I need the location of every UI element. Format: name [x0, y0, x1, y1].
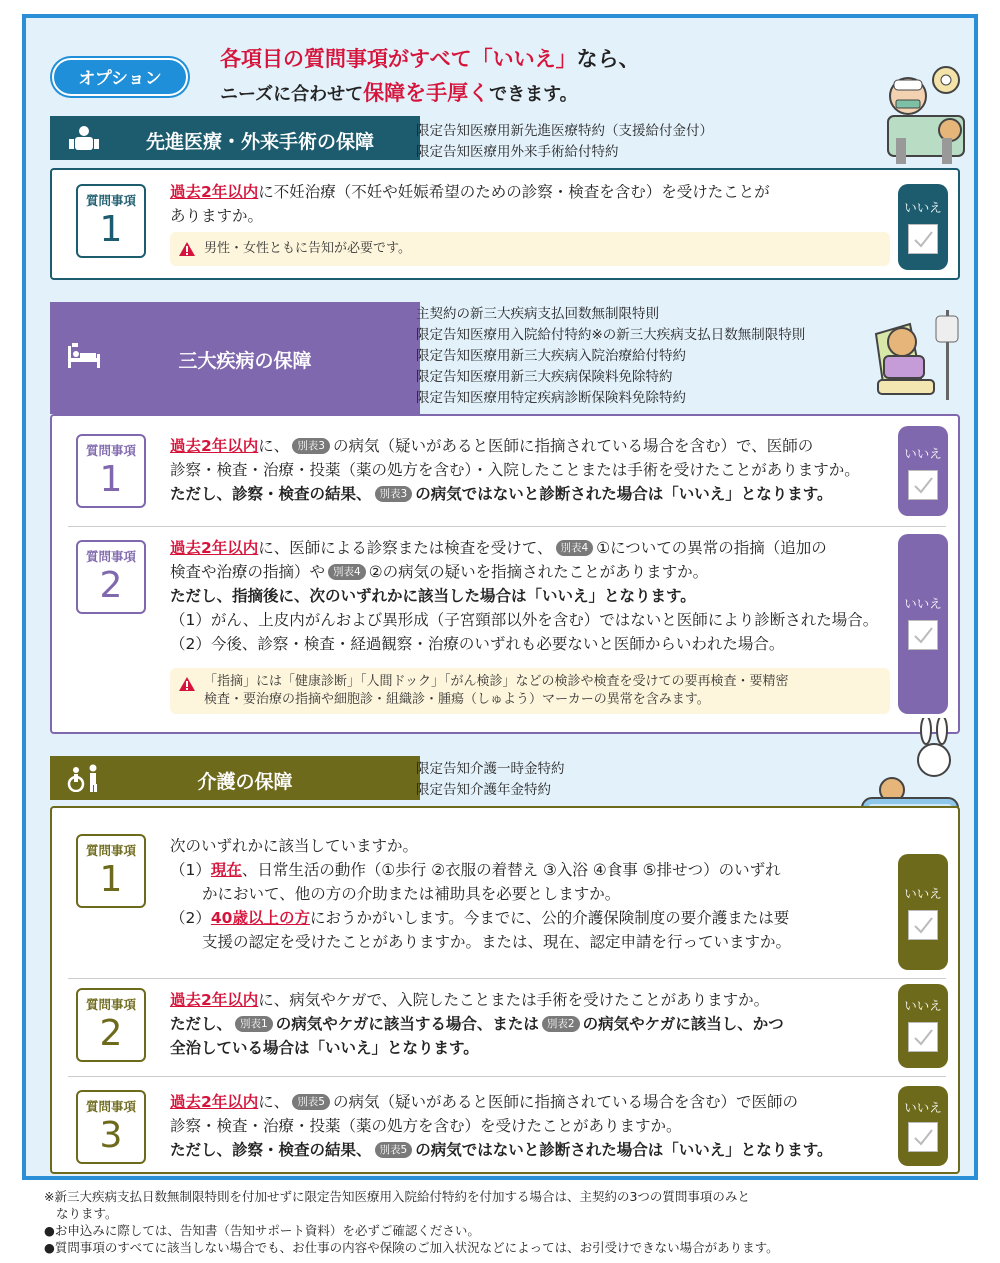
question-text: 、日常生活の動作（①歩行 ②衣服の着替え ③入浴 ④食事 ⑤排せつ）のいずれ — [241, 861, 781, 879]
question-text: に、病気やケガで、入院したことまたは手術を受けたことがありますか。 — [258, 991, 770, 1009]
note-text: 男性・女性ともに告知が必要です。 — [204, 241, 411, 256]
check-icon — [909, 471, 937, 499]
main-panel — [22, 14, 978, 1180]
section2-q1-text — [170, 434, 900, 506]
appendix-tag: 別表3 — [292, 438, 330, 454]
section2-riders — [416, 304, 805, 409]
period-emphasis: 過去2年以内 — [170, 183, 259, 201]
period-emphasis: 過去2年以内 — [170, 991, 259, 1009]
section2-rider: 主契約の新三大疾病支払回数無制限特則 — [416, 306, 659, 322]
section3-rider: 限定告知介護一時金特約 — [416, 761, 565, 777]
question-text: に、 — [258, 437, 290, 455]
section3-q2-text — [170, 988, 900, 1060]
section3-box — [50, 806, 960, 1174]
question-label: 質問事項 — [85, 997, 136, 1012]
appendix-tag: 別表3 — [375, 486, 413, 502]
checkbox[interactable] — [908, 1122, 938, 1152]
section2-rider: 限定告知医療用新三大疾病保険料免除特約 — [416, 369, 673, 385]
question-number: 1 — [99, 859, 123, 900]
section1-box — [50, 168, 960, 280]
headline-dark-2a: ニーズに合わせて — [220, 84, 364, 105]
divider — [68, 978, 946, 979]
question-text: の病気（疑いがあると医師に指摘されている場合を含む）で、医師の — [333, 437, 814, 455]
checkbox[interactable] — [908, 470, 938, 500]
question-text: 検査や治療の指摘）や — [170, 563, 326, 581]
question-text: ただし、 — [170, 1015, 233, 1033]
question-text: の病気（疑いがあると医師に指摘されている場合を含む）で医師の — [333, 1093, 799, 1111]
period-emphasis: 現在 — [210, 861, 242, 879]
surgeon-illustration — [866, 58, 966, 170]
appendix-tag: 別表2 — [542, 1016, 580, 1032]
check-icon — [909, 225, 937, 253]
section2-note — [170, 668, 890, 714]
no-label: いいえ — [904, 446, 942, 461]
section2-header — [50, 302, 420, 414]
section3-riders — [416, 759, 565, 801]
section1-note — [170, 232, 890, 266]
section2-rider: 限定告知医療用新三大疾病入院治療給付特約 — [416, 348, 686, 364]
question-text: かにおいて、他の方の介助または補助具を必要としますか。 — [202, 885, 621, 903]
section1-header — [50, 116, 420, 160]
question-text: ありますか。 — [170, 207, 264, 225]
check-icon — [909, 621, 937, 649]
check-icon — [909, 1023, 937, 1051]
question-text: ただし、診察・検査の結果、 — [170, 485, 372, 503]
question-badge — [76, 540, 146, 614]
appendix-tag: 別表4 — [328, 564, 366, 580]
question-badge — [76, 834, 146, 908]
section3-q1-text — [170, 834, 900, 954]
question-number: 2 — [99, 565, 123, 606]
appendix-tag: 別表5 — [292, 1094, 330, 1110]
question-label: 質問事項 — [85, 443, 136, 458]
no-label: いいえ — [904, 998, 942, 1013]
appendix-tag: 別表4 — [556, 540, 594, 556]
section1-riders — [416, 121, 713, 163]
section1-q1-text — [170, 180, 890, 228]
no-label: いいえ — [904, 200, 942, 215]
question-text: 支援の認定を受けたことがありますか。または、現在、認定申請を行っていますか。 — [202, 933, 792, 951]
question-text: 診察・検査・治療・投薬（薬の処方を含む）を受けたことがありますか。 — [170, 1117, 682, 1135]
section2-title: 三大疾病の保障 — [178, 350, 312, 372]
period-emphasis: 過去2年以内 — [170, 437, 259, 455]
question-text: におうかがいします。今までに、公的介護保険制度の要介護または要 — [309, 909, 790, 927]
question-text: ②の病気の疑いを指摘されたことがありますか。 — [368, 563, 709, 581]
question-badge — [76, 1090, 146, 1164]
question-text: （1） — [170, 861, 211, 879]
period-emphasis: 過去2年以内 — [170, 1093, 259, 1111]
section1-rider: 限定告知医療用新先進医療特約（支援給付金付） — [416, 123, 713, 139]
question-badge — [76, 988, 146, 1062]
question-text: ただし、診察・検査の結果、 — [170, 1141, 372, 1159]
question-badge — [76, 184, 146, 258]
question-badge — [76, 434, 146, 508]
footnote: なります。 — [56, 1206, 118, 1221]
question-number: 1 — [99, 459, 123, 500]
question-text: （2） — [170, 909, 211, 927]
section1-rider: 限定告知医療用外来手術給付特約 — [416, 144, 619, 160]
question-text: の病気ではないと診断された場合は「いいえ」となります。 — [415, 485, 833, 503]
appendix-tag: 別表5 — [375, 1142, 413, 1158]
question-text: に、医師による診察または検査を受けて、 — [258, 539, 553, 557]
question-text: の病気やケガに該当し、かつ — [582, 1015, 784, 1033]
no-checkbox[interactable] — [898, 1086, 948, 1166]
question-text: ただし、指摘後に、次のいずれかに該当した場合は「いいえ」となります。 — [170, 587, 696, 605]
headline-dark-1: なら、 — [576, 47, 640, 71]
note-text: 「指摘」には「健康診断」「人間ドック」「がん検診」などの検診や検査を受けての要再検査・要精密 — [204, 674, 789, 689]
headline-red-2: 保障を手厚く — [363, 81, 490, 105]
section2-rider: 限定告知医療用入院給付特約※の新三大疾病支払日数無制限特則 — [416, 327, 806, 343]
patient-illustration — [870, 304, 966, 404]
checkbox[interactable] — [908, 620, 938, 650]
question-number: 2 — [99, 1013, 123, 1054]
age-emphasis: 40歳以上の方 — [210, 909, 310, 927]
section3-header — [50, 756, 420, 800]
no-checkbox[interactable] — [898, 184, 948, 270]
section2-box — [50, 414, 960, 734]
no-checkbox[interactable] — [898, 426, 948, 516]
question-text: 全治している場合は「いいえ」となります。 — [170, 1039, 479, 1057]
footnote: ※新三大疾病支払日数無制限特則を付加せずに限定告知医療用入院給付特約を付加する場合は、主契約の3つの質問事項のみと — [44, 1189, 750, 1204]
section3-q3-text — [170, 1090, 900, 1162]
headline-red-1: 各項目の質問事項がすべて「いいえ」 — [220, 47, 577, 71]
checkbox[interactable] — [908, 1022, 938, 1052]
question-text: （1）がん、上皮内がんおよび異形成（子宮頸部以外を含む）ではないと医師により診断された場合。 — [170, 611, 879, 629]
section2-rider: 限定告知医療用特定疾病診断保険料免除特約 — [416, 390, 686, 406]
section3-title: 介護の保障 — [197, 771, 293, 793]
appendix-tag: 別表1 — [235, 1016, 273, 1032]
no-label: いいえ — [904, 596, 942, 611]
question-label: 質問事項 — [85, 1099, 136, 1114]
divider — [68, 1076, 946, 1077]
check-icon — [909, 1123, 937, 1151]
no-checkbox[interactable] — [898, 854, 948, 970]
section2-q2-text — [170, 536, 900, 656]
question-number: 3 — [99, 1115, 123, 1156]
warning-icon — [178, 241, 196, 257]
question-text: ①についての異常の指摘（追加の — [596, 539, 827, 557]
no-checkbox[interactable] — [898, 984, 948, 1068]
section3-rider: 限定告知介護年金特約 — [416, 782, 551, 798]
question-text: 次のいずれかに該当していますか。 — [170, 837, 419, 855]
period-emphasis: 過去2年以内 — [170, 539, 259, 557]
question-number: 1 — [99, 209, 123, 250]
question-text: （2）今後、診察・検査・経過観察・治療のいずれも必要ないと医師からいわれた場合。 — [170, 635, 785, 653]
footnotes — [44, 1188, 974, 1256]
question-text: 診察・検査・治療・投薬（薬の処方を含む）・入院したことまたは手術を受けたことがありますか。 — [170, 461, 860, 479]
footnote: ●お申込みに際しては、告知書（告知サポート資料）を必ずご確認ください。 — [44, 1223, 480, 1238]
note-text: 検査・要治療の指摘や細胞診・組織診・腫瘍（しゅよう）マーカーの異常を含みます。 — [204, 692, 710, 707]
check-icon — [909, 911, 937, 939]
divider — [68, 526, 946, 527]
section1-title: 先進医療・外来手術の保障 — [145, 131, 374, 153]
no-label: いいえ — [904, 1100, 942, 1115]
option-badge: オプション — [52, 58, 188, 96]
question-text: の病気やケガに該当する場合、または — [275, 1015, 539, 1033]
question-text: の病気ではないと診断された場合は「いいえ」となります。 — [415, 1141, 833, 1159]
no-checkbox[interactable] — [898, 534, 948, 714]
headline-dark-2b: できます。 — [489, 84, 578, 105]
question-label: 質問事項 — [85, 193, 136, 208]
question-text: に、 — [258, 1093, 290, 1111]
checkbox[interactable] — [908, 224, 938, 254]
footnote: ●質問事項のすべてに該当しない場合でも、お仕事の内容や保険のご加入状況などによっては、お引受けできない場合があります。 — [44, 1240, 779, 1255]
question-label: 質問事項 — [85, 549, 136, 564]
checkbox[interactable] — [908, 910, 938, 940]
headline — [220, 42, 640, 112]
question-text: に不妊治療（不妊や妊娠希望のための診察・検査を含む）を受けたことが — [258, 183, 770, 201]
no-label: いいえ — [904, 886, 942, 901]
warning-icon — [178, 676, 196, 692]
question-label: 質問事項 — [85, 843, 136, 858]
